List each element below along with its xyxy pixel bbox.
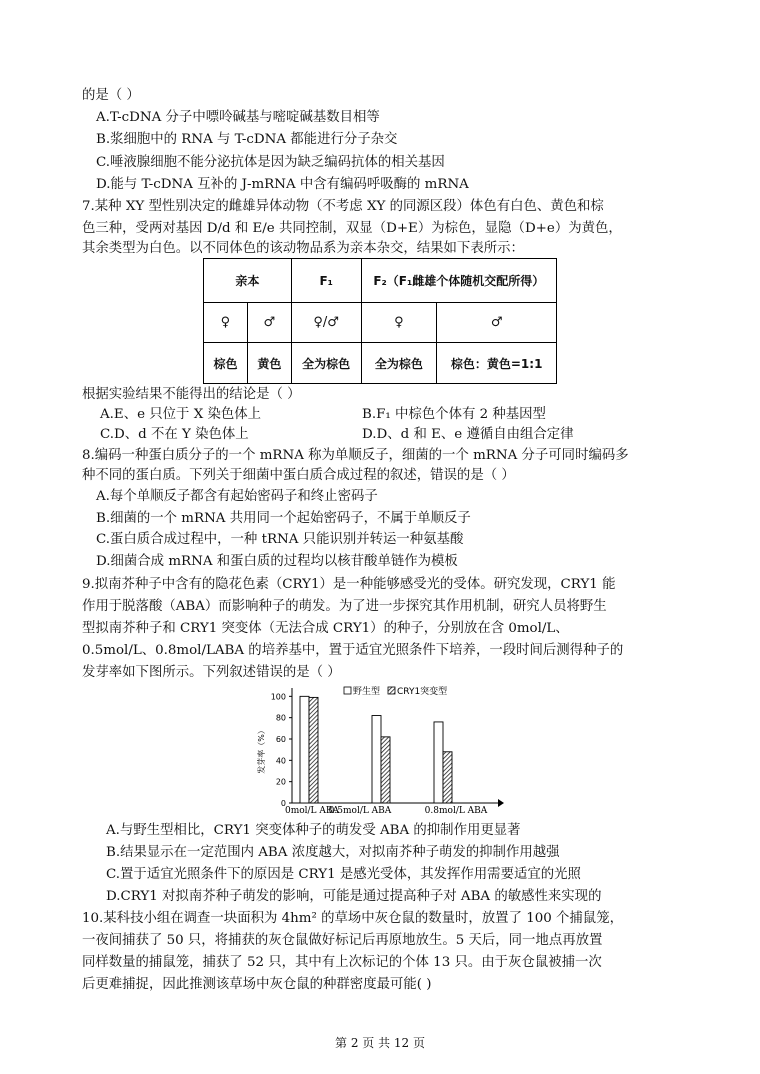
y-tick-label: 40: [275, 756, 286, 766]
y-tick-label: 100: [270, 692, 286, 702]
female-symbol: ♀: [204, 303, 248, 343]
cross-result-table: [203, 258, 557, 384]
f2-female-symbol: ♀: [361, 303, 437, 343]
y-tick-label: 0: [280, 799, 286, 808]
f2-male-color: 棕色：黄色=1:1: [437, 343, 557, 384]
x-category-label: 0mol/L ABA: [284, 806, 340, 815]
parent-female-color: 棕色: [204, 343, 248, 384]
f2-male-symbol: ♂: [437, 303, 557, 343]
q7-option-d: D.D、d 和 E、e 遵循自由组合定律: [362, 427, 574, 442]
f2-female-color: 全为棕色: [361, 343, 437, 384]
both-sex-symbol: ♀/♂: [291, 303, 361, 343]
q10-stem-line1: 10.某科技小组在调查一块面积为 4hm² 的草场中灰仓鼠的数量时，放置了 100 个捕鼠笼，: [82, 911, 623, 926]
q9-stem-line1: 9.拟南芥种子中含有的隐花色素（CRY1）是一种能够感受光的受体。研究发现，CRY1 能: [82, 577, 616, 592]
legend-swatch-mutant: [388, 687, 395, 694]
q6-stem-end: 的是（ ）: [82, 88, 140, 103]
q10-stem-line4: 后更难捕捉，因此推测该草场中灰仓鼠的种群密度最可能( ): [82, 977, 432, 992]
q7-stem-line3: 其余类型为白色。以不同体色的该动物品系为亲本杂交，结果如下表所示：: [82, 241, 524, 256]
q10-stem-line2: 一夜间捕获了 50 只，将捕获的灰仓鼠做好标记后再原地放生。5 天后，同一地点再放置: [82, 933, 603, 948]
q7-option-b: B.F₁ 中棕色个体有 2 种基因型: [362, 407, 546, 422]
legend-swatch-wildtype: [344, 687, 351, 694]
q10-stem-line3: 同样数量的捕鼠笼，捕获了 52 只，其中有上次标记的个体 13 只。由于灰仓鼠被捕一次: [82, 955, 602, 970]
y-tick-label: 80: [275, 713, 286, 723]
y-tick-label: 20: [275, 777, 286, 787]
q9-stem-line3: 型拟南芥种子和 CRY1 突变体（无法合成 CRY1）的种子，分别放在含 0mol/L、: [82, 621, 569, 636]
q7-question: 根据实验结果不能得出的结论是（ ）: [82, 387, 301, 402]
bar-wildtype: [300, 696, 309, 803]
f1-color: 全为棕色: [291, 343, 361, 384]
page-footer: 第 2 页 共 12 页: [335, 1036, 425, 1050]
bar-mutant: [381, 737, 390, 803]
bar-wildtype: [434, 722, 443, 803]
q8-option-d: D.细菌合成 mRNA 和蛋白质的过程均以核苷酸单链作为模板: [96, 554, 458, 569]
legend-label-wildtype: 野生型: [353, 687, 381, 697]
q7-stem-line1: 7.某种 XY 型性别决定的雌雄异体动物（不考虑 XY 的同源区段）体色有白色、黄色和棕: [82, 199, 604, 214]
q6-option-a: A.T-cDNA 分子中嘌呤碱基与嘧啶碱基数目相等: [96, 110, 380, 125]
q9-option-a: A.与野生型相比，CRY1 突变体种子的萌发受 ABA 的抑制作用更显著: [106, 823, 521, 838]
q8-option-c: C.蛋白质合成过程中，一种 tRNA 只能识别并转运一种氨基酸: [96, 532, 464, 547]
bar-mutant: [443, 752, 452, 803]
header-f1: F₁: [291, 259, 361, 303]
q7-option-c: C.D、d 不在 Y 染色体上: [100, 427, 249, 442]
q9-option-b: B.结果显示在一定范围内 ABA 浓度越大，对拟南芥种子萌发的抑制作用越强: [106, 845, 560, 860]
male-symbol: ♂: [247, 303, 291, 343]
q7-option-a: A.E、e 只位于 X 染色体上: [100, 407, 262, 422]
x-axis-arrow: [498, 799, 504, 807]
x-category-label: 0.5mol/L ABA: [328, 806, 392, 815]
q6-option-b: B.浆细胞中的 RNA 与 T-cDNA 都能进行分子杂交: [96, 132, 398, 147]
x-category-label: 0.8mol/L ABA: [424, 806, 488, 815]
y-axis-label: 发芽率（%）: [257, 726, 266, 774]
bar-wildtype: [372, 716, 381, 803]
q7-stem-line2: 色三种，受两对基因 D/d 和 E/e 共同控制，双显（D+E）为棕色，显隐（D+e）为黄色，: [82, 221, 622, 236]
q9-option-d: D.CRY1 对拟南芥种子萌发的影响，可能是通过提高种子对 ABA 的敏感性来实现的: [106, 889, 602, 904]
q8-option-a: A.每个单顺反子都含有起始密码子和终止密码子: [96, 489, 378, 504]
germination-rate-chart: [250, 680, 510, 815]
y-tick-label: 60: [275, 735, 286, 744]
q8-stem-line1: 8.编码一种蛋白质分子的一个 mRNA 称为单顺反子，细菌的一个 mRNA 分子可同时编码多: [82, 448, 629, 463]
legend-label-mutant: CRY1突变型: [397, 687, 448, 697]
q6-option-d: D.能与 T-cDNA 互补的 J-mRNA 中含有编码呼吸酶的 mRNA: [96, 177, 469, 192]
bar-mutant: [309, 697, 318, 803]
q9-stem-line5: 发芽率如下图所示。下列叙述错误的是（ ）: [82, 665, 341, 680]
header-f2: F₂（F₁雌雄个体随机交配所得）: [361, 259, 556, 303]
parent-male-color: 黄色: [247, 343, 291, 384]
q8-stem-line2: 种不同的蛋白质。下列关于细菌中蛋白质合成过程的叙述，错误的是（ ）: [82, 468, 515, 483]
header-parent: 亲本: [204, 259, 292, 303]
q6-option-c: C.唾液腺细胞不能分泌抗体是因为缺乏编码抗体的相关基因: [96, 155, 445, 170]
q9-stem-line4: 0.5mol/L、0.8mol/LABA 的培养基中，置于适宜光照条件下培养，一段时间后测得种子的: [82, 643, 624, 658]
q9-stem-line2: 作用于脱落酸（ABA）而影响种子的萌发。为了进一步探究其作用机制，研究人员将野生: [82, 599, 607, 614]
q9-option-c: C.置于适宜光照条件下的原因是 CRY1 是感光受体，其发挥作用需要适宜的光照: [106, 867, 581, 882]
q8-option-b: B.细菌的一个 mRNA 共用同一个起始密码子，不属于单顺反子: [96, 511, 471, 526]
